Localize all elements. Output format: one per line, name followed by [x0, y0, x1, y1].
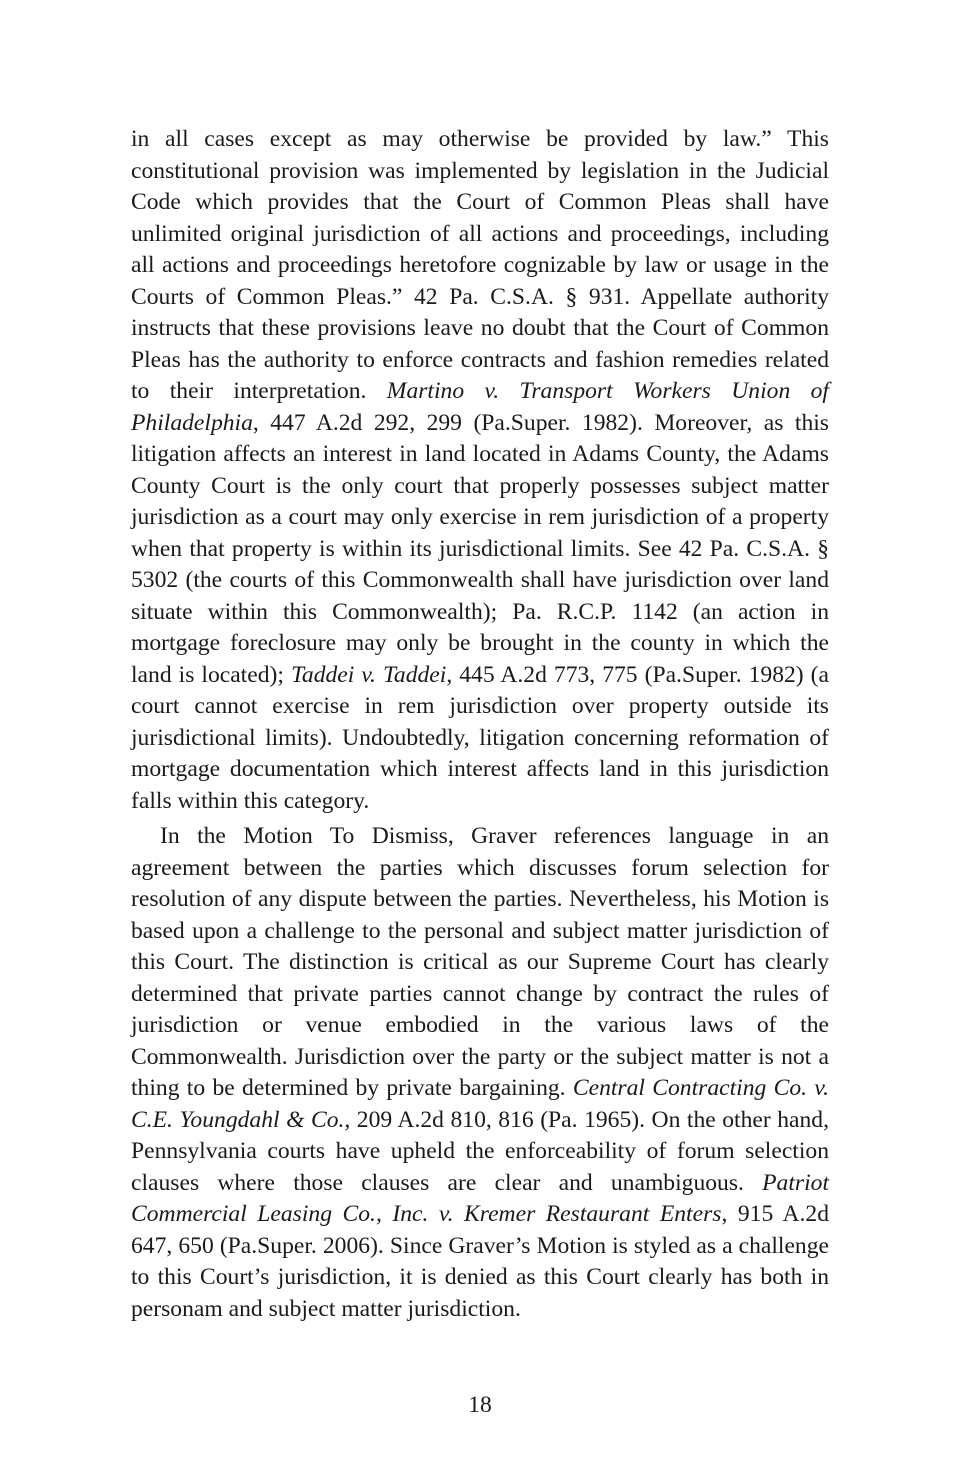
paragraph-2-text-1: In the Motion To Dismiss, Graver references language in an agreement between the parties which discusses forum selection for resolution of any dispute between the parties. Nevertheless, his Motion is based upon a challenge to the personal and subject matter jurisdiction of this Court. The distinction is critical as our Supreme Court has clearly determined that private parties cannot change by contract the rules of jurisdiction or venue embodied in the various laws of the Commonwealth. Jurisdiction over the party or the subject matter is not a thing to be determined by private bargaining. [131, 823, 829, 1101]
paragraph-1-text-3: , 445 A.2d 773, 775 (Pa.Super. 1982) (a court cannot exercise in rem jurisdiction over property outside its jurisdictional limits). Undoubtedly, litigation concerning reformation of mortgage documentation which interest affects land in this jurisdiction falls within this category. [131, 661, 829, 814]
paragraph-2-text-2: , 209 A.2d 810, 816 (Pa. 1965). On the other hand, Pennsylvania courts have upheld the enforceability of forum selection clauses where those clauses are clear and unambiguous. [131, 1106, 830, 1196]
paragraph-1-text-2: , 447 A.2d 292, 299 (Pa.Super. 1982). Moreover, as this litigation affects an interest in land located in Adams County, the Adams County Court is the only court that properly possesses subject matter jurisdiction as a court may only exercise in rem jurisdiction of a property when that property is within its jurisdictional limits. See 42 Pa. C.S.A. § 5302 (the courts of this Commonwealth shall have jurisdiction over land situate within this Commonwealth); Pa. R.C.P. 1142 (an action in mortgage foreclosure may only be brought in the county in which the land is located); [131, 409, 829, 688]
body-text [131, 124, 829, 1325]
paragraph-2-text-3: , 915 A.2d 647, 650 (Pa.Super. 2006). Since Graver’s Motion is styled as a challenge to this Court’s jurisdiction, it is denied as this Court clearly has both in personam and subject matter jurisdiction. [131, 1201, 829, 1322]
case-citation-patriot-commercial: Patriot Commercial Leasing Co., Inc. v. Kremer Restaurant Enters [131, 1169, 829, 1227]
case-citation-central-contracting: Central Contracting Co. v. C.E. Youngdahl & Co. [131, 1075, 829, 1133]
case-citation-taddei: Taddei v. Taddei [290, 661, 447, 688]
case-citation-martino: Martino v. Transport Workers Union of Philadelphia [131, 378, 829, 436]
paragraph-1 [131, 124, 829, 817]
page-number: 18 [468, 1392, 492, 1418]
paragraph-1-text-1: in all cases except as may otherwise be provided by law.” This constitutional provision was implemented by legislation in the Judicial Code which provides that the Court of Common Pleas shall have unlimited original jurisdiction of all actions and proceedings, including all actions and proceedings heretofore cognizable by law or usage in the Courts of Common Pleas.” 42 Pa. C.S.A. § 931. Appellate authority instructs that these provisions leave no doubt that the Court of Common Pleas has the authority to enforce contracts and fashion remedies related to their interpretation. [131, 126, 829, 404]
paragraph-2 [131, 821, 829, 1325]
